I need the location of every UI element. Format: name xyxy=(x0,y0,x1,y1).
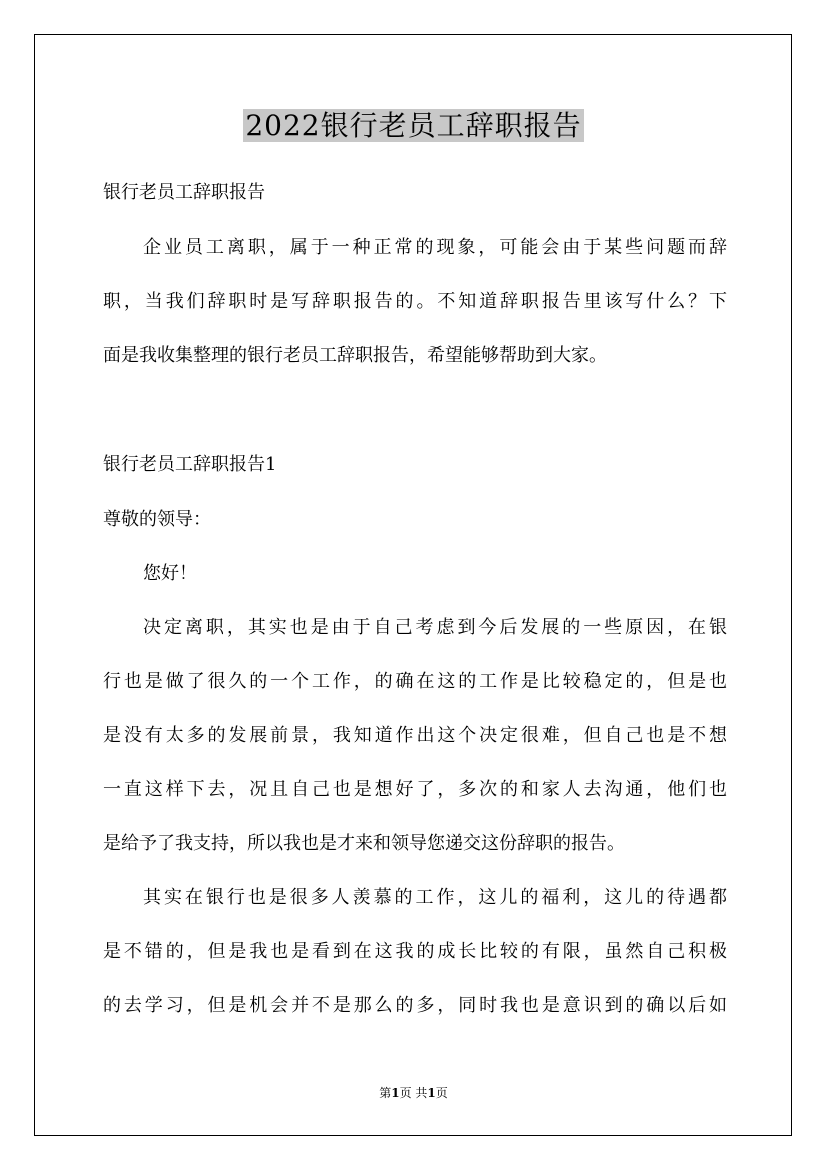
intro-line-3: 面是我收集整理的银行老员工辞职报告，希望能够帮助到大家。 xyxy=(103,345,607,366)
document-title-container xyxy=(0,104,827,144)
paragraph2-line-1: 其实在银行也是很多人羡慕的工作，这儿的福利，这儿的待遇都 xyxy=(143,887,727,908)
paragraph1-line-5: 是给予了我支持，所以我也是才来和领导您递交这份辞职的报告。 xyxy=(103,833,625,854)
section-title: 银行老员工辞职报告1 xyxy=(103,454,277,475)
intro-line-2: 职，当我们辞职时是写辞职报告的。不知道辞职报告里该写什么？下 xyxy=(103,291,727,312)
footer-page-prefix: 第 xyxy=(379,1086,392,1100)
footer-page-suffix: 页 xyxy=(435,1086,448,1100)
page-footer xyxy=(0,1084,827,1101)
paragraph2-line-2: 是不错的，但是我也是看到在这我的成长比较的有限，虽然自己积极 xyxy=(103,941,727,962)
intro-line-1: 企业员工离职，属于一种正常的现象，可能会由于某些问题而辞 xyxy=(143,237,727,258)
document-title: 2022银行老员工辞职报告 xyxy=(245,109,582,142)
footer-page-mid: 页 共 xyxy=(399,1086,428,1100)
paragraph1-line-4: 一直这样下去，况且自己也是想好了，多次的和家人去沟通，他们也 xyxy=(103,779,727,800)
footer-page-total: 1 xyxy=(427,1086,436,1100)
paragraph2-line-3: 的去学习，但是机会并不是那么的多，同时我也是意识到的确以后如 xyxy=(103,995,727,1016)
paragraph1-line-3: 是没有太多的发展前景，我知道作出这个决定很难，但自己也是不想 xyxy=(103,725,727,746)
footer-page-current: 1 xyxy=(391,1086,400,1100)
greeting: 您好！ xyxy=(143,563,197,584)
paragraph1-line-2: 行也是做了很久的一个工作，的确在这的工作是比较稳定的，但是也 xyxy=(103,671,727,692)
document-subtitle: 银行老员工辞职报告 xyxy=(103,182,265,203)
salutation: 尊敬的领导： xyxy=(103,509,211,530)
paragraph1-line-1: 决定离职，其实也是由于自己考虑到今后发展的一些原因，在银 xyxy=(143,617,727,638)
